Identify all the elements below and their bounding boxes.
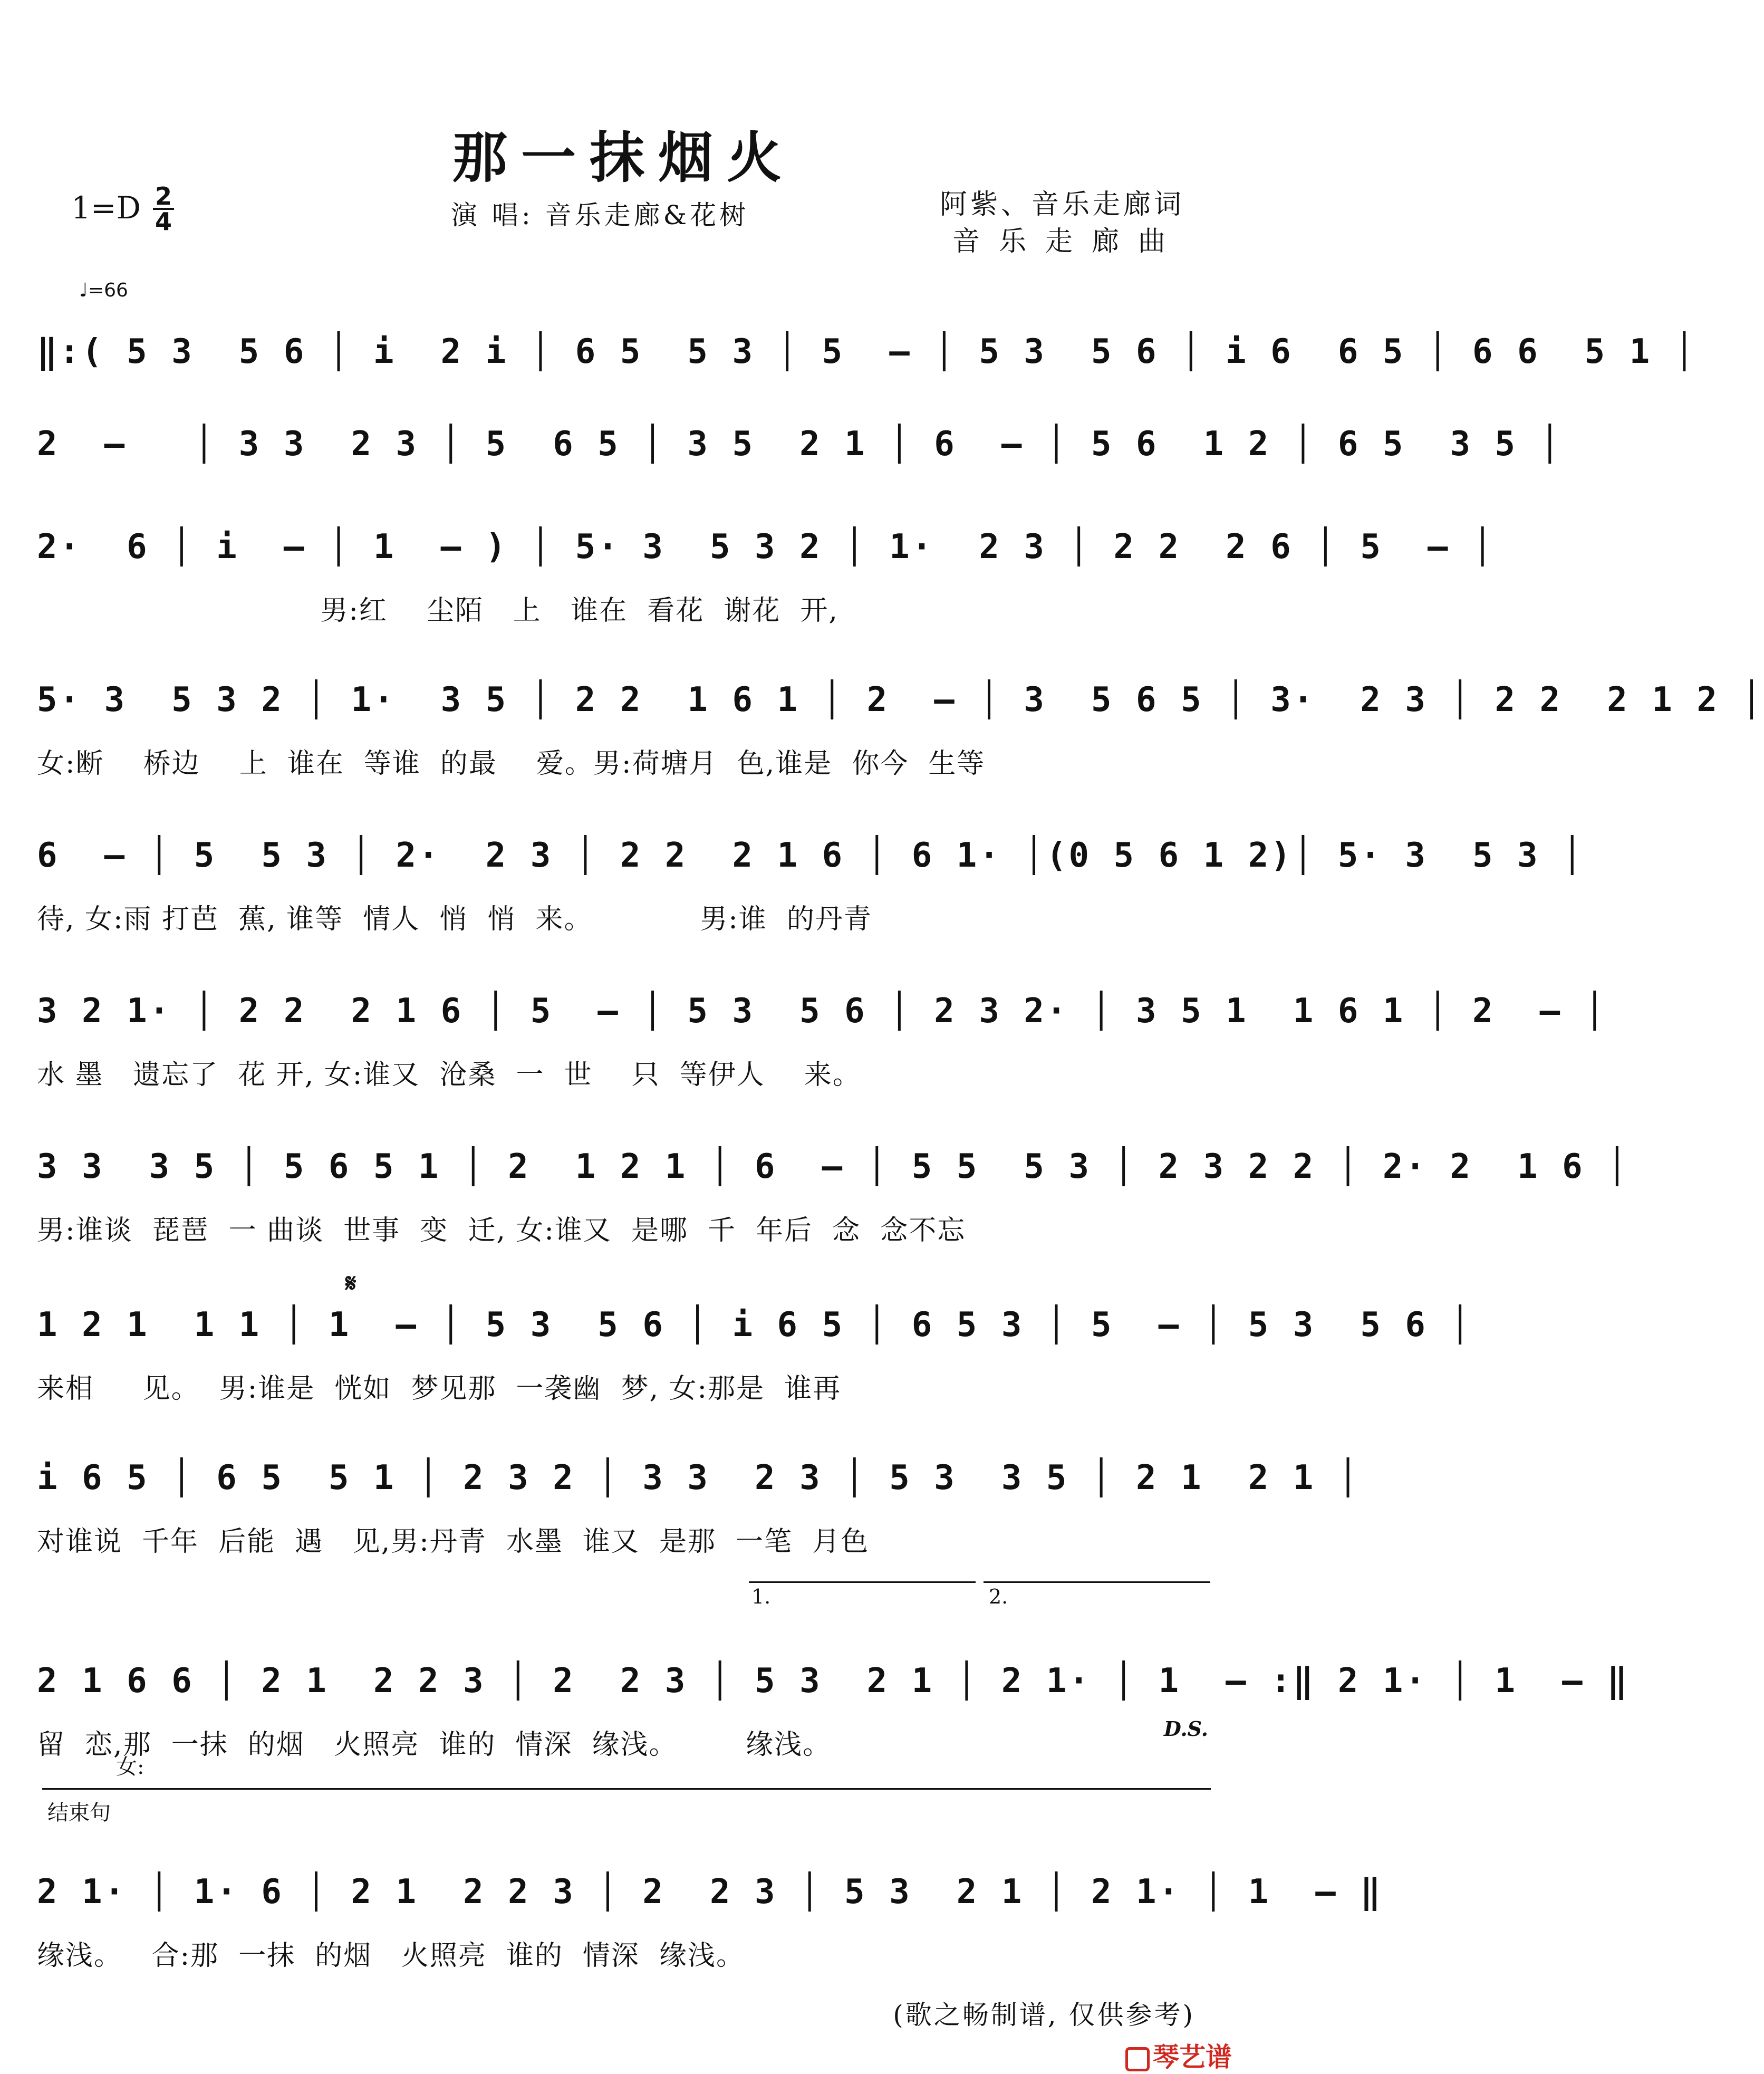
- song-title: 那一抹烟火: [452, 125, 795, 190]
- volta-2-label: 2.: [989, 1585, 1008, 1608]
- lyric-line: 男:谁谈 琵琶 一 曲谈 世事 变 迁, 女:谁又 是哪 千 年后 念 念不忘: [37, 1215, 966, 1246]
- notation-line: i 6 5 │ 6 5 5 1 │ 2 3 2 │ 3 3 2 3 │ 5 3 3 5 │ 2 1 2 1 │: [37, 1458, 1361, 1497]
- lyric-line: 留 恋,那 一抹 的烟 火照亮 谁的 情深 缘浅。 缘浅。: [37, 1729, 832, 1761]
- notation-line: 2· 6 │ i – │ 1 – ) │ 5· 3 5 3 2 │ 1· 2 3 │ 2 2 2 6 │ 5 – │: [37, 527, 1495, 566]
- meter-top: 2: [153, 185, 174, 210]
- lyric-line: 对谁说 千年 后能 遇 见,男:丹青 水墨 谁又 是那 一笔 月色: [37, 1526, 870, 1558]
- key-signature: 1=D: [71, 190, 141, 226]
- logo-icon: [1125, 2047, 1150, 2071]
- composer-credit: 音乐走廊曲: [952, 226, 1184, 257]
- notation-line: 5· 3 5 3 2 │ 1· 3 5 │ 2 2 1 6 1 │ 2 – │ 3 5 6 5 │ 3· 2 3 │ 2 2 2 1 2 │: [37, 680, 1764, 719]
- singer-credit: 演 唱: 音乐走廊&花树: [451, 200, 749, 231]
- tempo-marking: ♩=66: [79, 280, 128, 301]
- source-note: (歌之畅制谱, 仅供参考): [893, 2000, 1195, 2030]
- lyricist-credit: 阿紫、音乐走廊词: [939, 189, 1184, 220]
- closing-bracket: [42, 1788, 1211, 1790]
- volta-2-bracket: [984, 1581, 1210, 1583]
- notation-line: 2 – │ 3 3 2 3 │ 5 6 5 │ 3 5 2 1 │ 6 – │ 5 6 1 2 │ 6 5 3 5 │: [37, 425, 1563, 464]
- notation-line: 3 3 3 5 │ 5 6 5 1 │ 2 1 2 1 │ 6 – │ 5 5 5 3 │ 2 3 2 2 │ 2· 2 1 6 │: [37, 1147, 1630, 1186]
- notation-line: 6 – │ 5 5 3 │ 2· 2 3 │ 2 2 2 1 6 │ 6 1· │(0 5 6 1 2)│ 5· 3 5 3 │: [37, 836, 1585, 875]
- volta-1-bracket: [749, 1581, 976, 1583]
- closing-label: 结束句: [47, 1801, 111, 1825]
- logo-text: 琴艺谱: [1153, 2042, 1232, 2072]
- lyric-line: 待, 女:雨 打芭 蕉, 谁等 情人 悄 悄 来。 男:谁 的丹青: [37, 904, 872, 935]
- lyric-line: 女:断 桥边 上 谁在 等谁 的最 爱。男:荷塘月 色,谁是 你今 生等: [37, 748, 986, 780]
- lyric-line: 男:红 尘陌 上 谁在 看花 谢花 开,: [37, 595, 838, 627]
- notation-line: 3 2 1· │ 2 2 2 1 6 │ 5 – │ 5 3 5 6 │ 2 3 2· │ 3 5 1 1 6 1 │ 2 – │: [37, 992, 1607, 1031]
- notation-line: 2 1· │ 1· 6 │ 2 1 2 2 3 │ 2 2 3 │ 5 3 2 1 │ 2 1· │ 1 – ‖: [37, 1873, 1383, 1912]
- meter-bottom: 4: [155, 207, 172, 236]
- notation-line: ‖:( 5 3 5 6 │ i 2 i │ 6 5 5 3 │ 5 – │ 5 3 5 6 │ i 6 6 5 │ 6 6 5 1 │: [37, 332, 1697, 371]
- lyric-line: 水 墨 遗忘了 花 开, 女:谁又 沧桑 一 世 只 等伊人 来。: [37, 1059, 861, 1091]
- lyric-line: 来相 见。 男:谁是 恍如 梦见那 一袭幽 梦, 女:那是 谁再: [37, 1373, 842, 1405]
- site-logo: [1125, 2036, 1232, 2074]
- dal-segno-mark: D.S.: [1163, 1717, 1208, 1741]
- segno-sign: 𝄋: [345, 1269, 356, 1298]
- volta-1-label: 1.: [751, 1585, 771, 1608]
- female-marker: 女:: [116, 1755, 144, 1779]
- time-signature: [153, 182, 174, 236]
- notation-line: 2 1 6 6 │ 2 1 2 2 3 │ 2 2 3 │ 5 3 2 1 │ 2 1· │ 1 – :‖ 2 1· │ 1 – ‖: [37, 1662, 1630, 1701]
- notation-line: 1 2 1 1 1 │ 1 – │ 5 3 5 6 │ i 6 5 │ 6 5 3 │ 5 – │ 5 3 5 6 │: [37, 1305, 1472, 1345]
- lyric-line: 缘浅。 合:那 一抹 的烟 火照亮 谁的 情深 缘浅。: [37, 1940, 745, 1972]
